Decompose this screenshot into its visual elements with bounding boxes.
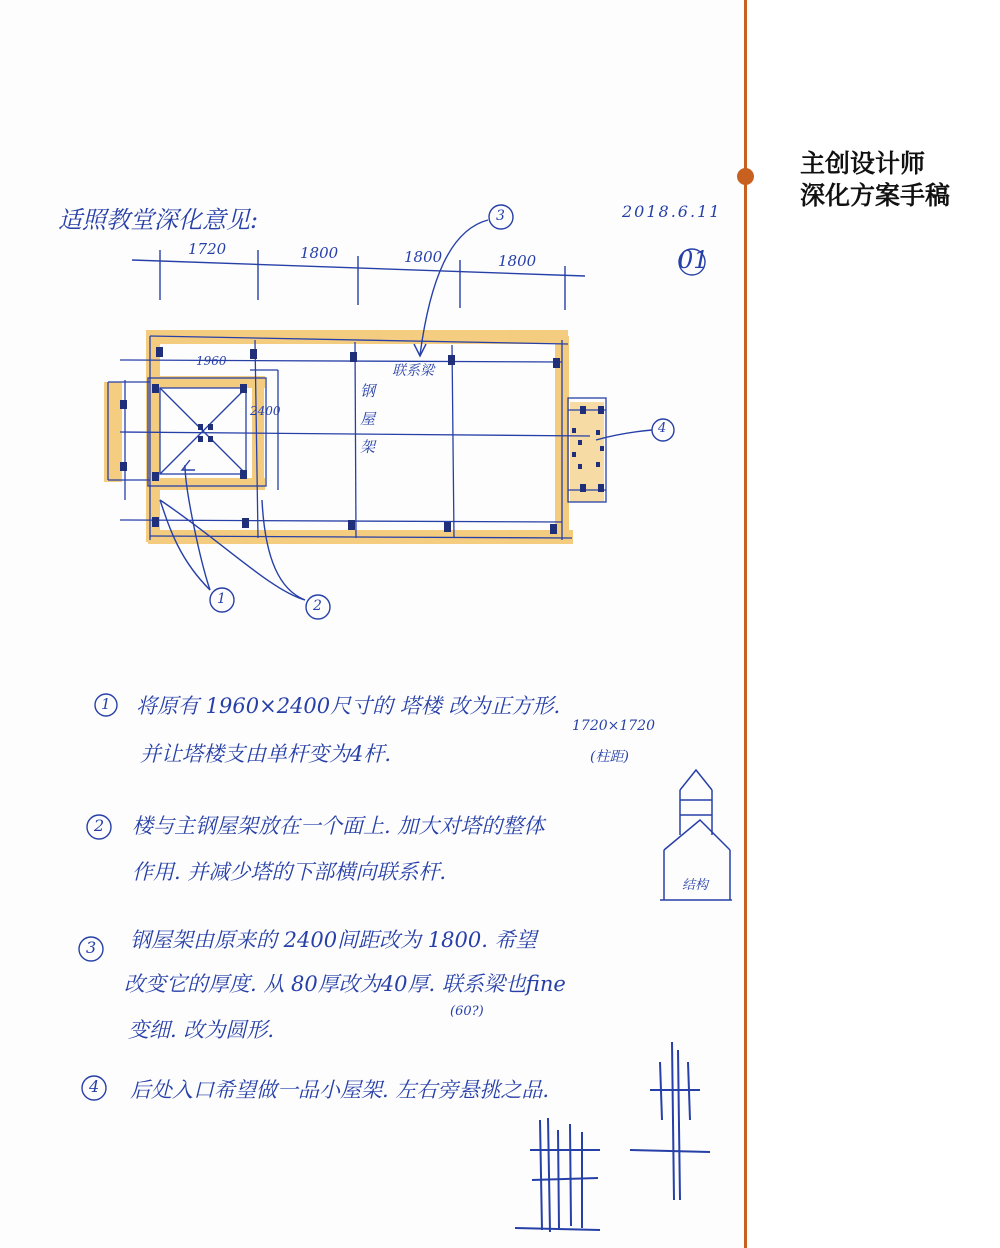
timeline-divider [744,0,747,1248]
side-note-thickness: (60?) [450,1004,484,1019]
structural-grid [108,336,606,540]
callout-4-label: 4 [658,421,667,436]
note-2-line-1: 楼与主钢屋架放在一个面上. 加大对塔的整体 [132,814,545,838]
note-2-number: 2 [94,816,105,835]
dim-1800-c: 1800 [498,252,537,270]
inner-dim-width: 1960 [196,354,227,368]
dim-1720: 1720 [188,240,227,258]
sheet-heading: 适照教堂深化意见: [58,206,259,234]
section-title-line-1: 主创设计师 [800,149,926,178]
note-1-line-2: 并让塔楼支由单杆变为4杆. [140,742,392,766]
side-note-spacing: 1720×1720 [572,718,655,734]
sheet-date: 2018.6.11 [622,202,722,221]
dim-1800-b: 1800 [404,248,443,266]
callout-3-label: 3 [496,208,505,224]
dim-1800-a: 1800 [300,244,339,262]
side-note-column-spacing: (柱距) [590,749,629,765]
note-3-line-1: 钢屋架由原来的 2400间距改为 1800. 希望 [130,928,537,952]
callout-2-label: 2 [313,598,322,614]
side-note-structure: 结构 [682,878,709,893]
section-title-line-2: 深化方案手稿 [800,181,951,210]
callout-1-label: 1 [217,591,226,607]
entrance-truss-sketch [515,1042,710,1232]
note-3-number: 3 [86,938,97,957]
label-steel: 钢 [360,382,376,400]
inner-dim-height: 2400 [250,404,281,418]
label-truss: 架 [360,438,376,456]
note-3-line-3: 变细. 改为圆形. [128,1018,275,1042]
label-tie-beam: 联系梁 [392,363,434,379]
note-3-line-2: 改变它的厚度. 从 80厚改为40厚. 联系梁也fine [124,972,566,996]
note-4-number: 4 [89,1077,100,1096]
sheet-number: 01 [678,246,709,274]
note-1-line-1: 将原有 1960×2400尺寸的 塔楼 改为正方形. [136,694,561,718]
section-title [800,148,950,212]
note-1-number: 1 [101,695,111,713]
label-roof: 屋 [360,410,376,428]
timeline-marker [737,168,754,185]
note-2-line-2: 作用. 并减少塔的下部横向联系杆. [132,860,447,884]
note-4-line-1: 后处入口希望做一品小屋架. 左右旁悬挑之品. [130,1078,550,1102]
